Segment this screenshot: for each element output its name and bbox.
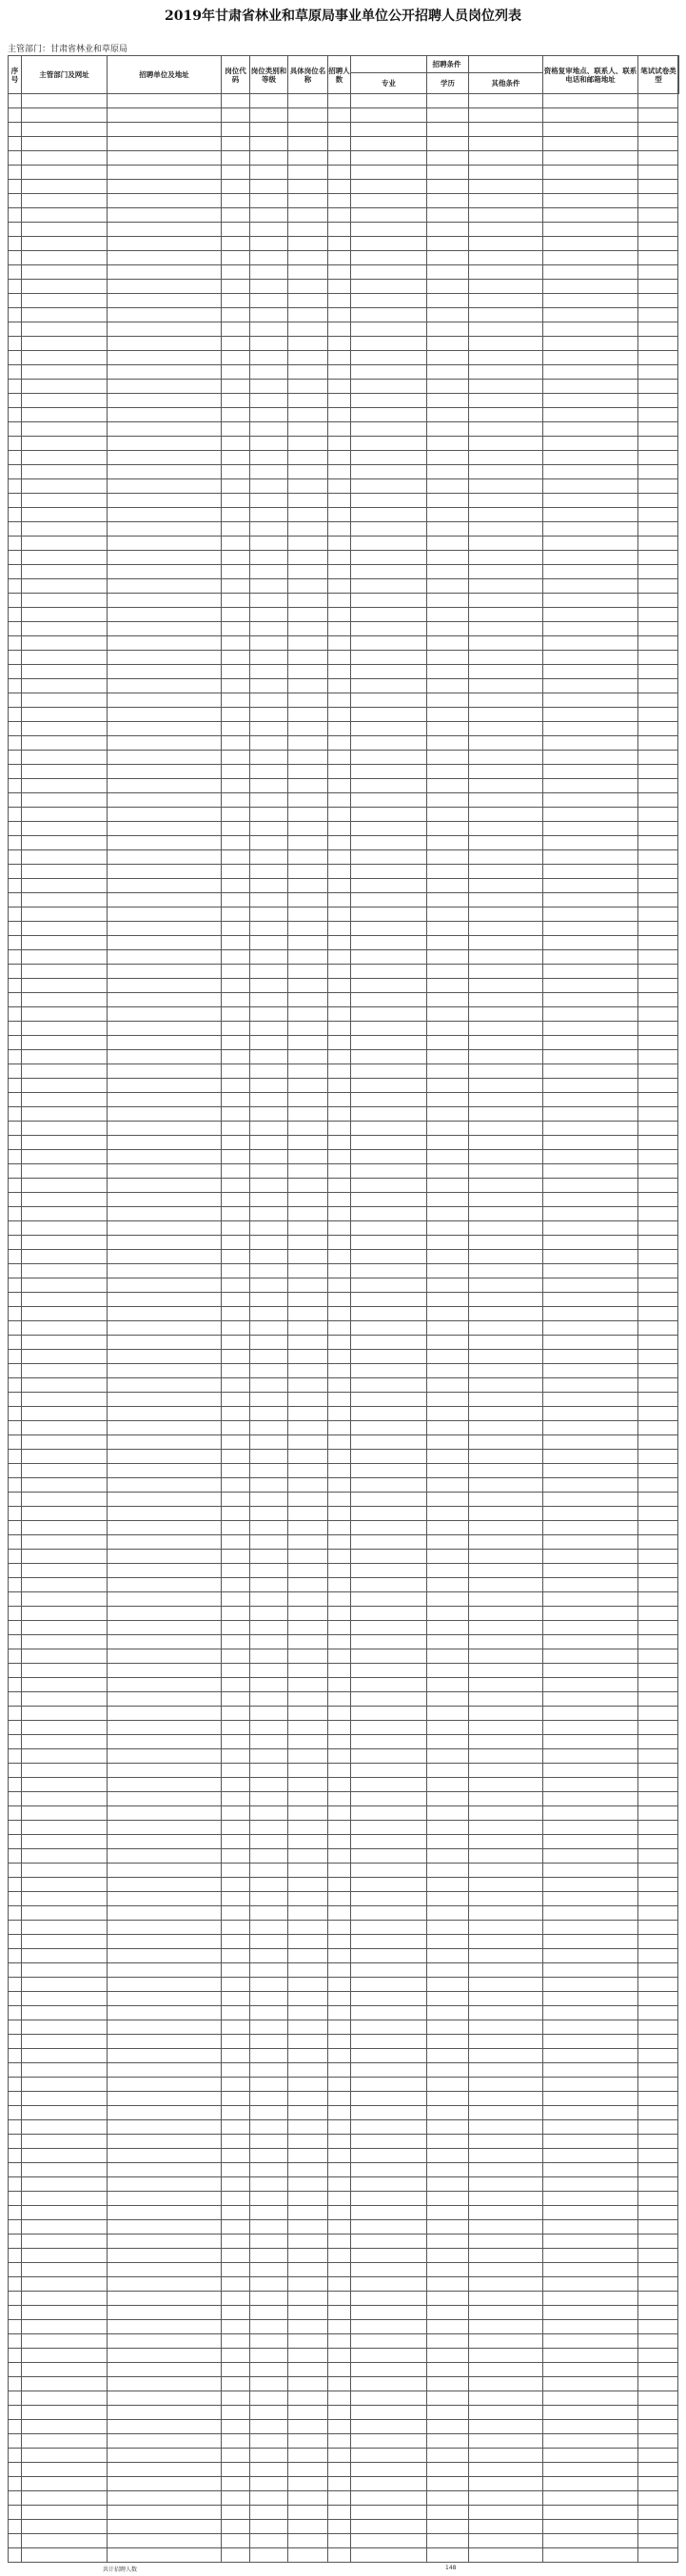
table-row	[8, 807, 678, 808]
table-row	[8, 1962, 678, 1963]
table-row	[8, 2119, 678, 2120]
table-row	[8, 1863, 678, 1864]
table-row	[8, 2533, 678, 2534]
header-dept: 主管部门及网址	[22, 56, 108, 94]
table-row	[8, 1577, 678, 1578]
column-rule	[221, 55, 222, 2563]
table-row	[8, 1905, 678, 1906]
table-row	[8, 978, 678, 979]
table-row	[8, 864, 678, 865]
table-row	[8, 2134, 678, 2135]
table-row	[8, 1977, 678, 1978]
table-row	[8, 2505, 678, 2506]
table-row	[8, 236, 678, 237]
table-row	[8, 1606, 678, 1607]
table-row	[8, 550, 678, 551]
table-row	[8, 2062, 678, 2063]
table-row	[8, 2077, 678, 2078]
table-row	[8, 421, 678, 422]
table-row	[8, 536, 678, 537]
table-row	[8, 1092, 678, 1093]
table-row	[8, 93, 678, 94]
table-row	[8, 2490, 678, 2491]
table-row	[8, 450, 678, 451]
table-row	[8, 1492, 678, 1493]
table-row	[8, 1406, 678, 1407]
table-row	[8, 2433, 678, 2434]
table-row	[8, 1335, 678, 1336]
table-row	[8, 1021, 678, 1022]
table-row	[8, 1891, 678, 1892]
table-row	[8, 721, 678, 722]
total-value: 148	[445, 2565, 457, 2571]
table-row	[8, 1434, 678, 1435]
table-row	[8, 2405, 678, 2406]
header-category: 岗位类别和等级	[250, 56, 288, 94]
column-rule	[637, 55, 638, 2563]
table-row	[8, 521, 678, 522]
table-row	[8, 1563, 678, 1564]
table-row	[8, 1720, 678, 1721]
total-label: 共计招聘人数	[103, 2566, 138, 2573]
table-row	[8, 2462, 678, 2463]
column-rule	[327, 55, 328, 2563]
header-conditions: 招聘条件	[351, 56, 543, 73]
table-row	[8, 1549, 678, 1550]
table-row	[8, 122, 678, 123]
table-row	[8, 507, 678, 508]
table-row	[8, 222, 678, 223]
table-row	[8, 136, 678, 137]
table-row	[8, 2148, 678, 2149]
header-position: 具体岗位名称	[288, 56, 328, 94]
table-row	[8, 1877, 678, 1878]
table-row	[8, 1106, 678, 1107]
header-contact: 资格复审地点、联系人、联系电话和邮箱地址	[543, 56, 638, 94]
table-row	[8, 821, 678, 822]
table-row	[8, 179, 678, 180]
table-row	[8, 2333, 678, 2334]
table-row	[8, 407, 678, 408]
table-row	[8, 1263, 678, 1264]
table-row	[8, 1534, 678, 1535]
table-row	[8, 1449, 678, 1450]
table-row	[8, 436, 678, 437]
header-code: 岗位代码	[222, 56, 250, 94]
table-row	[8, 2091, 678, 2092]
header-seq: 序号	[9, 56, 22, 94]
table-row	[8, 992, 678, 993]
table-row	[8, 1078, 678, 1079]
table-row	[8, 250, 678, 251]
column-rule	[468, 55, 469, 2563]
table-row	[8, 1634, 678, 1635]
table-row	[8, 307, 678, 308]
table-row	[8, 621, 678, 622]
table-row	[8, 2305, 678, 2306]
table-row	[8, 1463, 678, 1464]
table-row	[8, 493, 678, 494]
table-row	[8, 1349, 678, 1350]
table-row	[8, 1320, 678, 1321]
table-row	[8, 1506, 678, 1507]
table-row	[8, 935, 678, 936]
table-row	[8, 2262, 678, 2263]
table-row	[8, 1791, 678, 1792]
table-row	[8, 293, 678, 294]
table-row	[8, 1991, 678, 1992]
table-row	[8, 1520, 678, 1521]
table-row	[8, 1121, 678, 1122]
header-major: 专业	[351, 73, 427, 94]
table-row	[8, 1163, 678, 1164]
table-row	[8, 1392, 678, 1393]
table-row	[8, 949, 678, 950]
table-row	[8, 379, 678, 380]
table-row	[8, 2219, 678, 2220]
table-row	[8, 1748, 678, 1749]
table-row	[8, 2476, 678, 2477]
table-row	[8, 107, 678, 108]
table-row	[8, 1249, 678, 1250]
column-rule	[21, 55, 22, 2563]
table-row	[8, 2205, 678, 2206]
table-row	[8, 1049, 678, 1050]
table-row	[8, 1934, 678, 1935]
table-row	[8, 664, 678, 665]
table-row	[8, 792, 678, 793]
column-rule	[249, 55, 250, 2563]
table-row	[8, 2291, 678, 2292]
table-row	[8, 1420, 678, 1421]
table-row	[8, 2519, 678, 2520]
table-row	[8, 2248, 678, 2249]
table-row	[8, 165, 678, 166]
table-row	[8, 464, 678, 465]
table-row	[8, 1620, 678, 1621]
table-row	[8, 2376, 678, 2377]
header-exam-type: 笔试试卷类型	[638, 56, 679, 94]
table-footer	[8, 2563, 678, 2574]
table-row	[8, 650, 678, 651]
table-row	[8, 2362, 678, 2363]
table-row	[8, 849, 678, 850]
supervisor-line: 主管部门：甘肃省林业和草原局	[8, 45, 128, 54]
table-row	[8, 2105, 678, 2106]
table-row	[8, 393, 678, 394]
header-count: 招聘人数	[328, 56, 351, 94]
table-row	[8, 2348, 678, 2349]
table-row	[8, 593, 678, 594]
table-row	[8, 2162, 678, 2163]
table-row	[8, 1235, 678, 1236]
table-row	[8, 1820, 678, 1821]
table-row	[8, 1834, 678, 1835]
table-row	[8, 2005, 678, 2006]
table-row	[8, 2448, 678, 2449]
table-row	[8, 1734, 678, 1735]
table-row	[8, 1691, 678, 1692]
header-other: 其他条件	[469, 73, 543, 94]
table-row	[8, 707, 678, 708]
table-row	[8, 1135, 678, 1136]
table-row	[8, 1220, 678, 1221]
table-row	[8, 1677, 678, 1678]
table-row	[8, 1591, 678, 1592]
job-table-frame	[8, 55, 678, 2563]
header-unit: 招聘单位及地址	[108, 56, 222, 94]
table-row	[8, 1149, 678, 1150]
table-row	[8, 1292, 678, 1293]
table-row	[8, 264, 678, 265]
table-row	[8, 1920, 678, 1921]
column-rule	[426, 55, 427, 2563]
table-row	[8, 1363, 678, 1364]
table-row	[8, 2191, 678, 2192]
table-row	[8, 635, 678, 636]
table-row	[8, 336, 678, 337]
table-row	[8, 1777, 678, 1778]
table-row	[8, 1848, 678, 1849]
table-row	[8, 1206, 678, 1207]
column-rule	[350, 55, 351, 2563]
table-row	[8, 279, 678, 280]
table-row	[8, 878, 678, 879]
table-row	[8, 1006, 678, 1007]
table-row	[8, 678, 678, 679]
column-rule	[542, 55, 543, 2563]
table-row	[8, 735, 678, 736]
table-row	[8, 2048, 678, 2049]
table-row	[8, 350, 678, 351]
table-row	[8, 2419, 678, 2420]
table-row	[8, 1948, 678, 1949]
table-row	[8, 607, 678, 608]
table-row	[8, 1178, 678, 1179]
table-row	[8, 835, 678, 836]
table-row	[8, 1035, 678, 1036]
table-row	[8, 892, 678, 893]
table-row	[8, 2176, 678, 2177]
column-rule	[287, 55, 288, 2563]
table-row	[8, 778, 678, 779]
table-row	[8, 921, 678, 922]
table-row	[8, 2547, 678, 2548]
table-row	[8, 193, 678, 194]
table-row	[8, 364, 678, 365]
table-row	[8, 1477, 678, 1478]
table-row	[8, 564, 678, 565]
header-education: 学历	[427, 73, 469, 94]
table-row	[8, 150, 678, 151]
table-row	[8, 207, 678, 208]
table-row	[8, 2276, 678, 2277]
table-row	[8, 2319, 678, 2320]
table-row	[8, 964, 678, 965]
table-row	[8, 764, 678, 765]
table-row	[8, 1192, 678, 1193]
table-row	[8, 2034, 678, 2035]
page-title: 2019年甘肃省林业和草原局事业单位公开招聘人员岗位列表	[165, 9, 521, 24]
table-row	[8, 750, 678, 751]
column-rule	[107, 55, 108, 2563]
table-row	[8, 1377, 678, 1378]
table-row	[8, 1805, 678, 1806]
table-row	[8, 1306, 678, 1307]
table-row	[8, 478, 678, 479]
table-row	[8, 1706, 678, 1707]
table-row	[8, 1663, 678, 1664]
table-header	[8, 55, 679, 94]
table-row	[8, 578, 678, 579]
table-row	[8, 1763, 678, 1764]
